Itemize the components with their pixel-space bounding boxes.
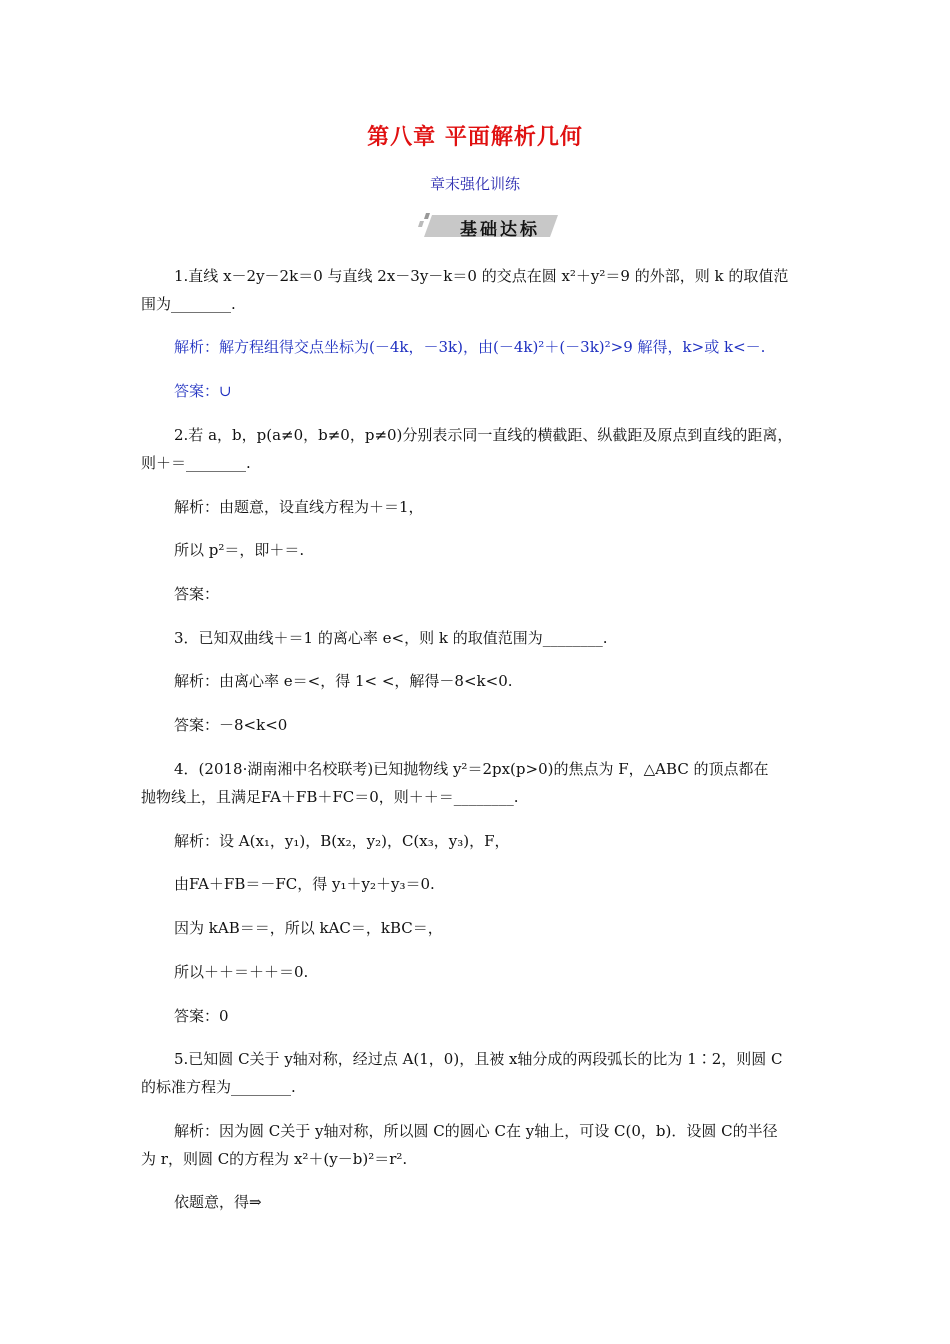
text-line-q3a: 3．已知双曲线＋＝1 的离心率 e<，则 k 的取值范围为________. (174, 629, 608, 647)
text-line-q1-jiexi: 解析：解方程组得交点坐标为(－4k，－3k)，由(－4k)²＋(－3k)²>9 解得，k>或 k<－. (174, 338, 766, 356)
section-title: 章末强化训练 (429, 175, 520, 193)
text-line-q4-step3: 所以＋＋＝＋＋＝0. (174, 963, 309, 981)
text-line-q2-jiexi: 解析：由题意，设直线方程为＋＝1， (174, 498, 424, 516)
text-line-q4b: 抛物线上，且满足FA＋FB＋FC＝0，则＋＋＝________. (141, 788, 519, 806)
text-line-q2-ans: 答案： (174, 585, 220, 603)
text-line-q5-jiexi-a: 解析：因为圆 C关于 y轴对称，所以圆 C的圆心 C在 y轴上，可设 C(0，b)．设圆 C的半径 (174, 1122, 778, 1140)
text-line-q5-step: 依题意，得⇒ (174, 1193, 262, 1211)
text-line-q3-ans: 答案：－8<k<0 (174, 716, 288, 734)
text-line-q5a: 5.已知圆 C关于 y轴对称，经过点 A(1，0)，且被 x轴分成的两段弧长的比为 1∶2，则圆 C (174, 1050, 783, 1068)
text-line-q2b: 则＋＝________. (141, 454, 251, 472)
text-line-q4-step2: 因为 kAB＝＝，所以 kAC＝，kBC＝， (174, 919, 443, 937)
text-line-q1a: 1.直线 x－2y－2k＝0 与直线 2x－3y－k＝0 的交点在圆 x²＋y²＝9 的外部，则 k 的取值范 (174, 267, 789, 285)
text-line-q4-ans: 答案：0 (174, 1007, 229, 1025)
text-line-q5b: 的标准方程为________. (141, 1078, 296, 1096)
text-line-q4-step1: 由FA＋FB＝－FC，得 y₁＋y₂＋y₃＝0. (174, 875, 435, 893)
text-line-q4-jiexi: 解析：设 A(x₁，y₁)，B(x₂，y₂)，C(x₃，y₃)，F， (174, 832, 510, 850)
text-line-q2a: 2.若 a，b，p(a≠0，b≠0，p≠0)分别表示同一直线的横截距、纵截距及原点到直线的距离， (174, 426, 793, 444)
text-line-q1b: 围为________. (141, 295, 236, 313)
text-line-q2-so: 所以 p²＝，即＋＝. (174, 541, 305, 559)
text-line-q4a: 4．(2018·湖南湘中名校联考)已知抛物线 y²＝2px(p>0)的焦点为 F，△ABC 的顶点都在 (174, 760, 769, 778)
section-banner (418, 211, 564, 241)
text-line-q3-jiexi: 解析：由离心率 e＝<，得 1< <，解得－8<k<0. (174, 672, 513, 690)
banner-label: 基础达标 (460, 220, 540, 240)
chapter-title: 第八章 平面解析几何 (367, 125, 583, 150)
text-line-q5-jiexi-b: 为 r，则圆 C的方程为 x²＋(y－b)²＝r². (141, 1150, 408, 1168)
text-line-q1-ans: 答案：∪ (174, 382, 232, 400)
